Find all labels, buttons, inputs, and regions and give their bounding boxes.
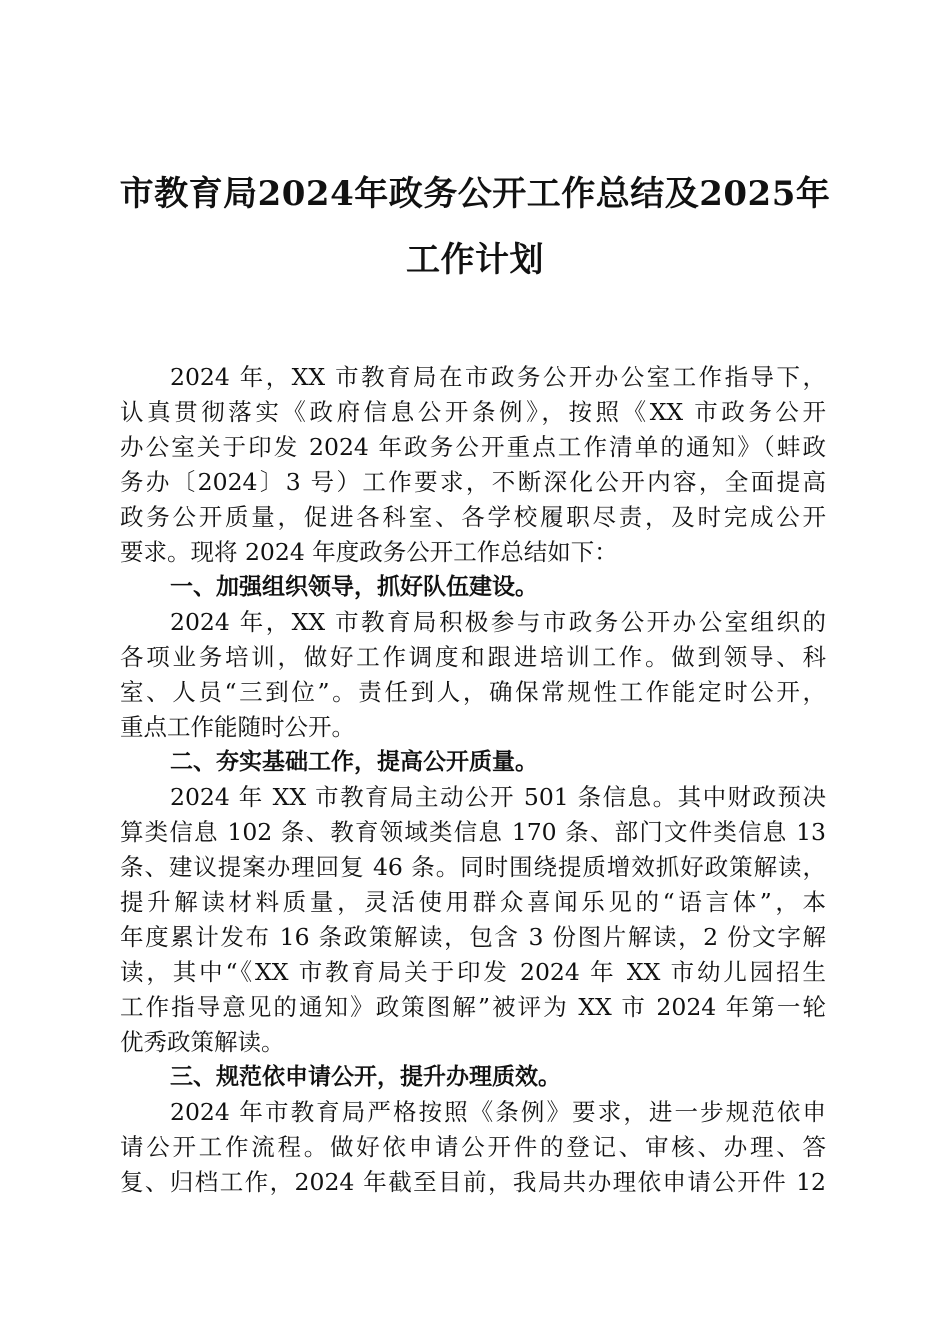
section-2-line: 优秀政策解读。: [120, 1028, 285, 1056]
section-3-line: 请公开工作流程。做好依申请公开件的登记、审核、办理、答: [120, 1133, 826, 1161]
section-heading-3: 三、规范依申请公开，提升办理质效。: [170, 1064, 561, 1090]
section-2-line: 工作指导意见的通知》政策图解”被评为 XX 市 2024 年第一轮: [120, 993, 826, 1021]
section-2-line: 算类信息 102 条、教育领域类信息 170 条、部门文件类信息 13: [120, 818, 826, 846]
intro-line: 政务公开质量，促进各科室、各学校履职尽责，及时完成公开: [120, 503, 826, 531]
section-heading-2: 二、夯实基础工作，提高公开质量。: [170, 749, 538, 775]
section-1-line: 室、人员“三到位”。责任到人，确保常规性工作能定时公开，: [120, 678, 826, 706]
intro-line: 2024 年，XX 市教育局在市政务公开办公室工作指导下，: [170, 363, 826, 391]
section-2-line: 年度累计发布 16 条政策解读，包含 3 份图片解读，2 份文字解: [120, 923, 826, 951]
section-heading-1: 一、加强组织领导，抓好队伍建设。: [170, 574, 538, 600]
section-1-line: 2024 年，XX 市教育局积极参与市政务公开办公室组织的: [170, 608, 826, 636]
section-2-line: 提升解读材料质量，灵活使用群众喜闻乐见的“语言体”，本: [120, 888, 826, 916]
section-1-line: 各项业务培训，做好工作调度和跟进培训工作。做到领导、科: [120, 643, 826, 671]
intro-line: 要求。现将 2024 年度政务公开工作总结如下：: [120, 538, 618, 566]
section-2-line: 2024 年 XX 市教育局主动公开 501 条信息。其中财政预决: [170, 783, 826, 811]
intro-line: 认真贯彻落实《政府信息公开条例》，按照《XX 市政务公开: [120, 398, 826, 426]
section-3-line: 2024 年市教育局严格按照《条例》要求，进一步规范依申: [170, 1098, 826, 1126]
intro-line: 办公室关于印发 2024 年政务公开重点工作清单的通知》（蚌政: [120, 433, 826, 461]
section-2-line: 条、建议提案办理回复 46 条。同时围绕提质增效抓好政策解读，: [120, 853, 826, 881]
document-title-line-2: 工作计划: [406, 240, 544, 280]
section-1-line: 重点工作能随时公开。: [120, 713, 355, 741]
intro-line: 务办〔2024〕3 号）工作要求，不断深化公开内容，全面提高: [120, 468, 826, 496]
section-2-line: 读，其中“《XX 市教育局关于印发 2024 年 XX 市幼儿园招生: [120, 958, 826, 986]
section-3-line: 复、归档工作，2024 年截至目前，我局共办理依申请公开件 12: [120, 1168, 826, 1196]
document-title-line-1: 市教育局2024年政务公开工作总结及2025年: [119, 174, 831, 214]
